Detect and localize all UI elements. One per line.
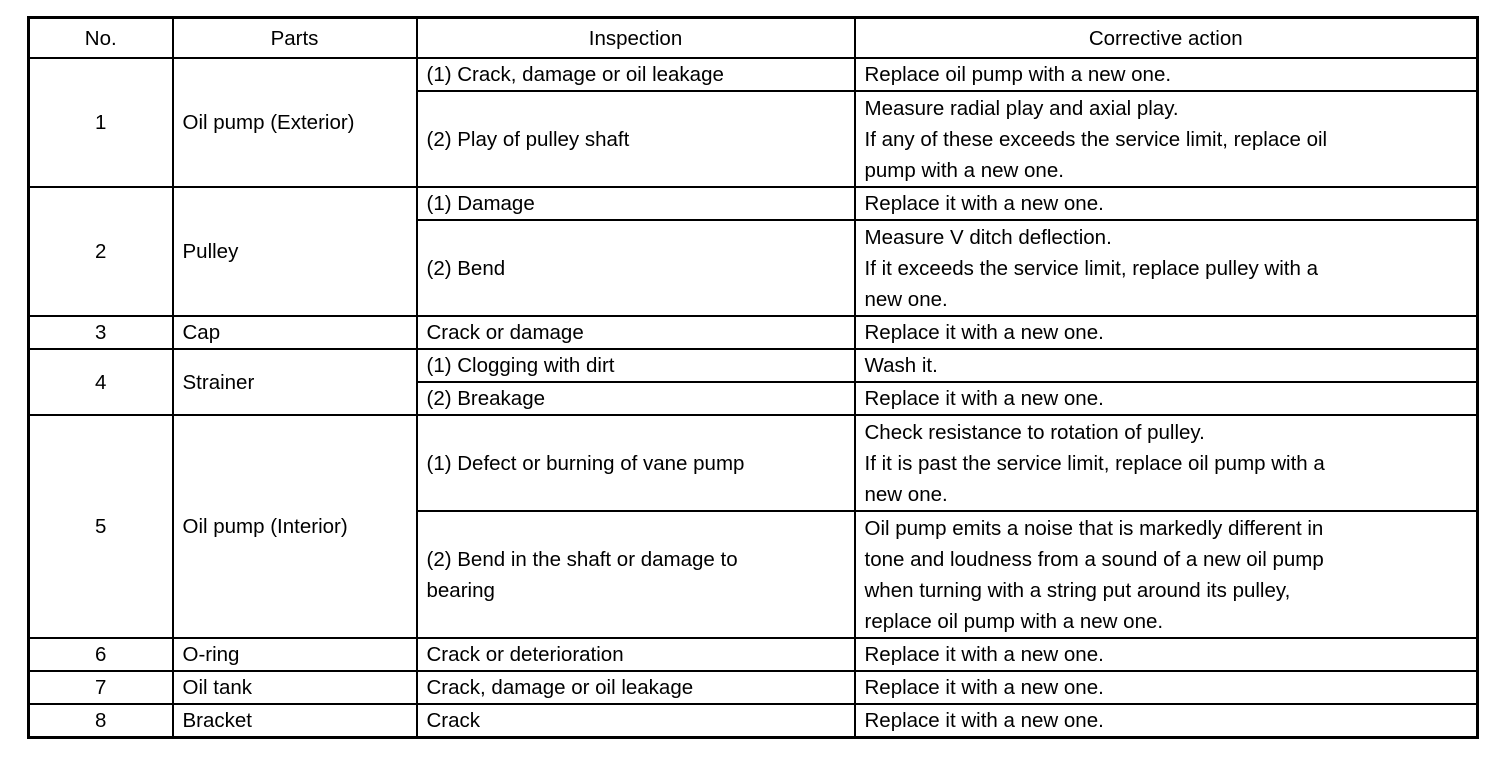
action-line: new one. (864, 482, 948, 506)
action-line: replace oil pump with a new one. (864, 609, 1164, 633)
action-cell (855, 316, 1478, 349)
inspection-cell: Crack or damage (417, 316, 855, 349)
table-row (29, 187, 1478, 220)
inspection-line: bearing (426, 578, 495, 602)
row-number: 3 (29, 316, 173, 349)
row-number: 2 (29, 187, 173, 316)
action-cell (855, 91, 1478, 187)
inspection-cell: Crack, damage or oil leakage (417, 671, 855, 704)
part-name: Oil pump (Interior) (173, 415, 417, 638)
table-row (29, 704, 1478, 738)
inspection-table (27, 16, 1479, 739)
action-line: Wash it. (864, 354, 938, 377)
action-cell (855, 704, 1478, 738)
action-cell (855, 349, 1478, 382)
action-line: tone and loudness from a sound of a new oil pump (864, 547, 1324, 571)
inspection-cell (417, 415, 855, 511)
action-line: Replace it with a new one. (864, 643, 1104, 666)
table-row (29, 58, 1478, 91)
part-name: Oil pump (Exterior) (173, 58, 417, 187)
action-cell (855, 382, 1478, 415)
inspection-cell: (1) Damage (417, 187, 855, 220)
action-cell (855, 187, 1478, 220)
inspection-cell: (2) Breakage (417, 382, 855, 415)
inspection-cell: (2) Bend (417, 220, 855, 316)
part-name: Pulley (173, 187, 417, 316)
part-name: Cap (173, 316, 417, 349)
inspection-cell: (1) Crack, damage or oil leakage (417, 58, 855, 91)
header-parts: Parts (173, 18, 417, 59)
action-cell (855, 638, 1478, 671)
action-line: Replace it with a new one. (864, 192, 1104, 215)
row-number: 6 (29, 638, 173, 671)
inspection-cell (417, 511, 855, 638)
action-line: Measure radial play and axial play. (864, 96, 1179, 120)
action-line: Measure V ditch deflection. (864, 225, 1112, 249)
table-row (29, 415, 1478, 511)
action-line: new one. (864, 287, 948, 311)
part-name: Oil tank (173, 671, 417, 704)
row-number: 5 (29, 415, 173, 638)
action-line: If it is past the service limit, replace oil pump with a (864, 451, 1325, 475)
action-line: Replace it with a new one. (864, 321, 1104, 344)
table-row (29, 349, 1478, 382)
action-line: If any of these exceeds the service limit, replace oil (864, 127, 1328, 151)
action-line: Replace oil pump with a new one. (864, 63, 1172, 86)
inspection-line: (2) Bend in the shaft or damage to (426, 547, 738, 571)
header-corrective-action: Corrective action (855, 18, 1478, 59)
part-name: O-ring (173, 638, 417, 671)
action-cell (855, 511, 1478, 638)
action-cell (855, 58, 1478, 91)
action-line: when turning with a string put around its pulley, (864, 578, 1291, 602)
action-line: Oil pump emits a noise that is markedly different in (864, 516, 1324, 540)
action-line: pump with a new one. (864, 158, 1064, 182)
row-number: 7 (29, 671, 173, 704)
action-cell (855, 415, 1478, 511)
action-line: Replace it with a new one. (864, 676, 1104, 699)
header-row (29, 18, 1478, 59)
action-line: Replace it with a new one. (864, 709, 1104, 732)
inspection-cell: (2) Play of pulley shaft (417, 91, 855, 187)
part-name: Bracket (173, 704, 417, 738)
action-cell (855, 220, 1478, 316)
action-line: Check resistance to rotation of pulley. (864, 420, 1205, 444)
inspection-line: (1) Defect or burning of vane pump (426, 451, 745, 475)
table-row (29, 671, 1478, 704)
part-name: Strainer (173, 349, 417, 415)
action-line: If it exceeds the service limit, replace pulley with a (864, 256, 1318, 280)
action-line: Replace it with a new one. (864, 387, 1104, 410)
header-no: No. (29, 18, 173, 59)
table-row (29, 316, 1478, 349)
row-number: 1 (29, 58, 173, 187)
row-number: 8 (29, 704, 173, 738)
table-row (29, 638, 1478, 671)
row-number: 4 (29, 349, 173, 415)
inspection-cell: Crack or deterioration (417, 638, 855, 671)
header-inspection: Inspection (417, 18, 855, 59)
inspection-cell: (1) Clogging with dirt (417, 349, 855, 382)
action-cell (855, 671, 1478, 704)
inspection-cell: Crack (417, 704, 855, 738)
